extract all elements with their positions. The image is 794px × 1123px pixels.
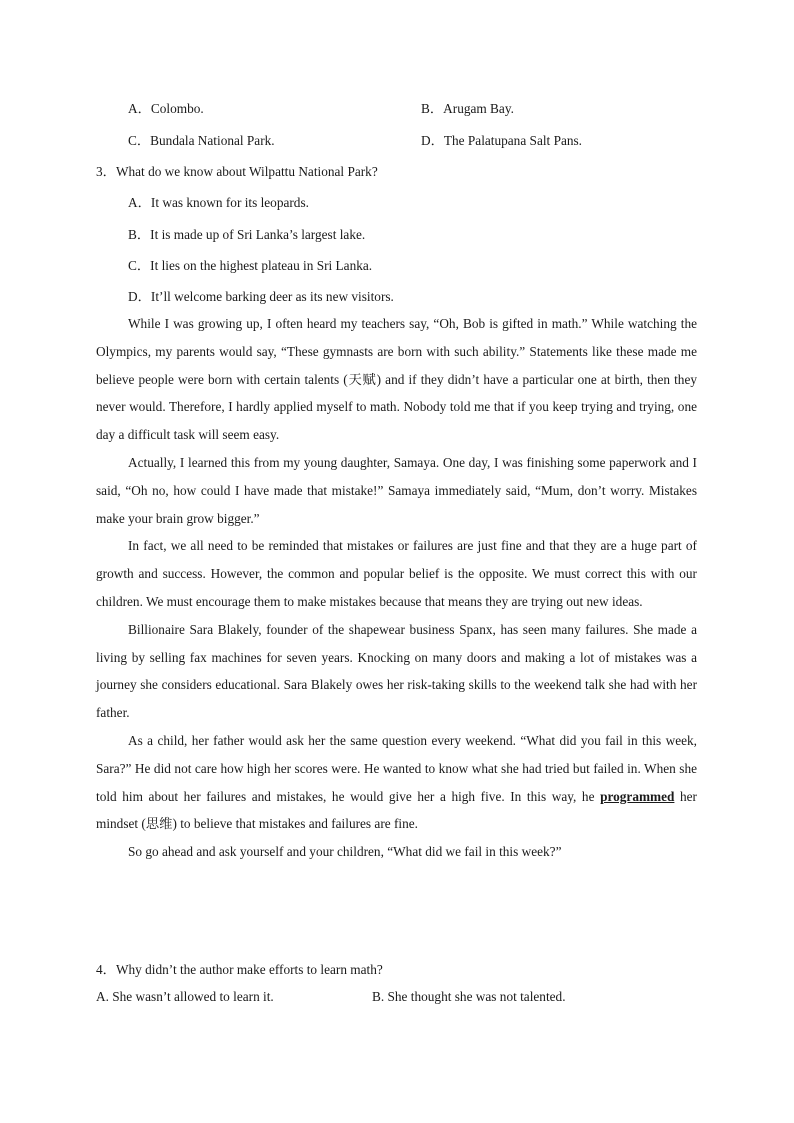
q4-option-a: A. She wasn’t allowed to learn it. — [96, 989, 274, 1004]
passage-paragraph-3: In fact, we all need to be reminded that mistakes or failures are just fine and that they are a huge part of growth and success. However, the common and popular belief is the opposite. We must correct this with our children. We must encourage them to make mistakes because that means they are trying out new ideas. — [96, 538, 697, 609]
passage-paragraph-4: Billionaire Sara Blakely, founder of the shapewear business Spanx, has seen many failures. She made a living by selling fax machines for seven years. Knocking on many doors and making a lot of mistakes was a journey she considers educational. Sara Blakely owes her risk-taking skills to the weekend talk she had with her father. — [96, 621, 697, 721]
q4-option-b: B. She thought she was not talented. — [372, 989, 566, 1004]
passage-paragraph-5 — [96, 727, 697, 838]
q2-option-d: D．The Palatupana Salt Pans. — [421, 133, 583, 148]
q3-option-c: C．It lies on the highest plateau in Sri Lanka. — [128, 258, 373, 273]
q3-option-d: D．It’ll welcome barking deer as its new visitors. — [128, 289, 394, 304]
passage-paragraph-2: Actually, I learned this from my young daughter, Samaya. One day, I was finishing some paperwork and I said, “Oh no, how could I have made that mistake!” Samaya immediately said, “Mum, don’t worry. Mistakes make your brain grow bigger.” — [96, 454, 697, 526]
q3-option-a: A．It was known for its leopards. — [128, 195, 309, 210]
passage-paragraph-1: While I was growing up, I often heard my teachers say, “Oh, Bob is gifted in math.” While watching the Olympics, my parents would say, “These gymnasts are born with such ability.” Statements like these made me believe people were born with certain talents (天赋) and if they didn’t have a particular one at birth, then they never would. Therefore, I hardly applied myself to math. Nobody told me that if you keep trying and trying, one day a difficult task will seem easy. — [96, 316, 697, 443]
reading-passage — [96, 310, 697, 866]
q3-stem: 3．What do we know about Wilpattu National Park? — [96, 164, 378, 179]
underlined-word: programmed — [600, 788, 675, 804]
passage-paragraph-5-start: As a child, her father would ask her the same question every weekend. “What did you fail in this week, Sara?” He did not care how high her scores were. He wanted to know what she had tried but failed in. When she told him about her failures and mistakes, he would give her a high five. In this way, he — [96, 732, 697, 804]
q4-stem: 4．Why didn’t the author make efforts to learn math? — [96, 962, 383, 977]
passage-paragraph-6: So go ahead and ask yourself and your children, “What did we fail in this week?” — [128, 844, 562, 860]
passage-paragraph-5-end: her mindset (思维) to believe that mistakes and failures are fine. — [96, 788, 697, 832]
q3-option-b: B．It is made up of Sri Lanka’s largest lake. — [128, 227, 366, 242]
q2-option-c: C．Bundala National Park. — [128, 133, 275, 148]
q2-option-b: B．Arugam Bay. — [421, 101, 514, 116]
q2-option-a: A．Colombo. — [128, 101, 204, 116]
